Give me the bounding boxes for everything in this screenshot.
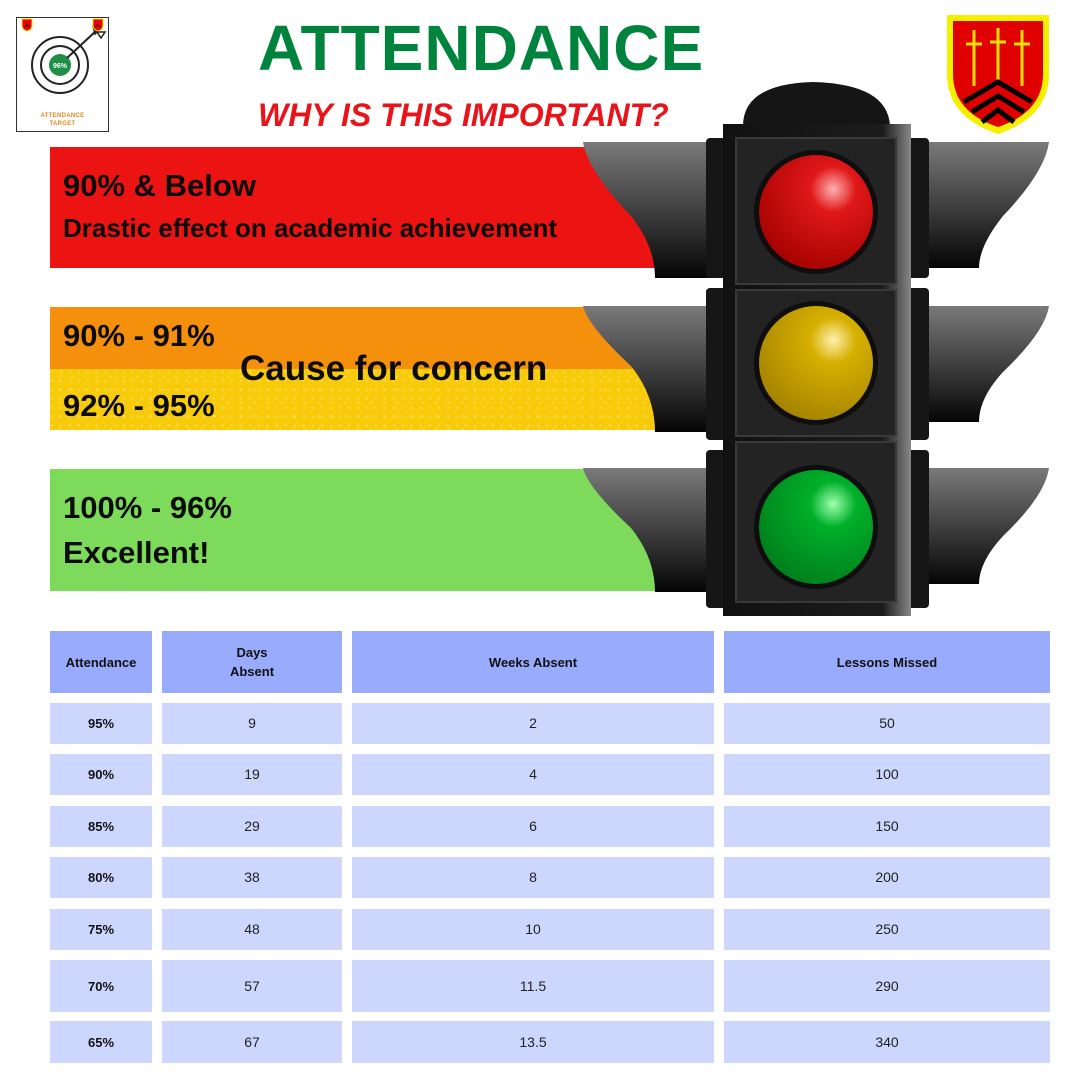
green-band-range: 100% - 96% xyxy=(63,490,232,525)
amber-band-range-lower: 92% - 95% xyxy=(63,388,215,423)
green-band-message: Excellent! xyxy=(63,535,210,570)
attendance-target-badge xyxy=(16,17,109,132)
cell-lessons-missed: 50 xyxy=(724,703,1050,744)
amber-light-icon xyxy=(759,306,873,420)
red-light-icon xyxy=(759,155,873,269)
green-light-icon xyxy=(759,470,873,584)
header-attendance: Attendance xyxy=(50,631,152,693)
traffic-light-graphic xyxy=(583,76,1049,616)
cell-days-absent: 9 xyxy=(162,703,342,744)
cell-weeks-absent: 11.5 xyxy=(352,960,714,1012)
cell-attendance: 85% xyxy=(50,806,152,847)
cell-weeks-absent: 6 xyxy=(352,806,714,847)
target-label: ATTENDANCE TARGET xyxy=(40,113,85,127)
cell-days-absent: 29 xyxy=(162,806,342,847)
cell-attendance: 80% xyxy=(50,857,152,898)
mini-crest-icon xyxy=(21,18,33,32)
cell-days-absent: 48 xyxy=(162,909,342,950)
cell-weeks-absent: 4 xyxy=(352,754,714,795)
cell-lessons-missed: 100 xyxy=(724,754,1050,795)
cell-lessons-missed: 250 xyxy=(724,909,1050,950)
amber-band-range-upper: 90% - 91% xyxy=(63,318,215,353)
target-value: 96% xyxy=(52,63,68,70)
cell-attendance: 90% xyxy=(50,754,152,795)
cell-weeks-absent: 2 xyxy=(352,703,714,744)
cell-lessons-missed: 200 xyxy=(724,857,1050,898)
cell-days-absent: 38 xyxy=(162,857,342,898)
cell-days-absent: 67 xyxy=(162,1021,342,1063)
target-icon xyxy=(17,18,110,113)
mini-crest-icon xyxy=(92,18,104,32)
cell-days-absent: 57 xyxy=(162,960,342,1012)
cell-attendance: 65% xyxy=(50,1021,152,1063)
cell-days-absent: 19 xyxy=(162,754,342,795)
page-title: ATTENDANCE xyxy=(258,12,705,84)
header-days-absent: Days Absent xyxy=(162,631,342,693)
cell-attendance: 75% xyxy=(50,909,152,950)
red-band-message: Drastic effect on academic achievement xyxy=(63,213,558,243)
cell-lessons-missed: 290 xyxy=(724,960,1050,1012)
cell-weeks-absent: 10 xyxy=(352,909,714,950)
header-weeks-absent: Weeks Absent xyxy=(352,631,714,693)
cell-weeks-absent: 8 xyxy=(352,857,714,898)
red-band-range: 90% & Below xyxy=(63,168,256,203)
amber-band-message: Cause for concern xyxy=(240,349,548,388)
cell-weeks-absent: 13.5 xyxy=(352,1021,714,1063)
cell-attendance: 95% xyxy=(50,703,152,744)
cell-lessons-missed: 340 xyxy=(724,1021,1050,1063)
header-lessons-missed: Lessons Missed xyxy=(724,631,1050,693)
cell-attendance: 70% xyxy=(50,960,152,1012)
cell-lessons-missed: 150 xyxy=(724,806,1050,847)
page-subtitle: WHY IS THIS IMPORTANT? xyxy=(258,97,669,133)
